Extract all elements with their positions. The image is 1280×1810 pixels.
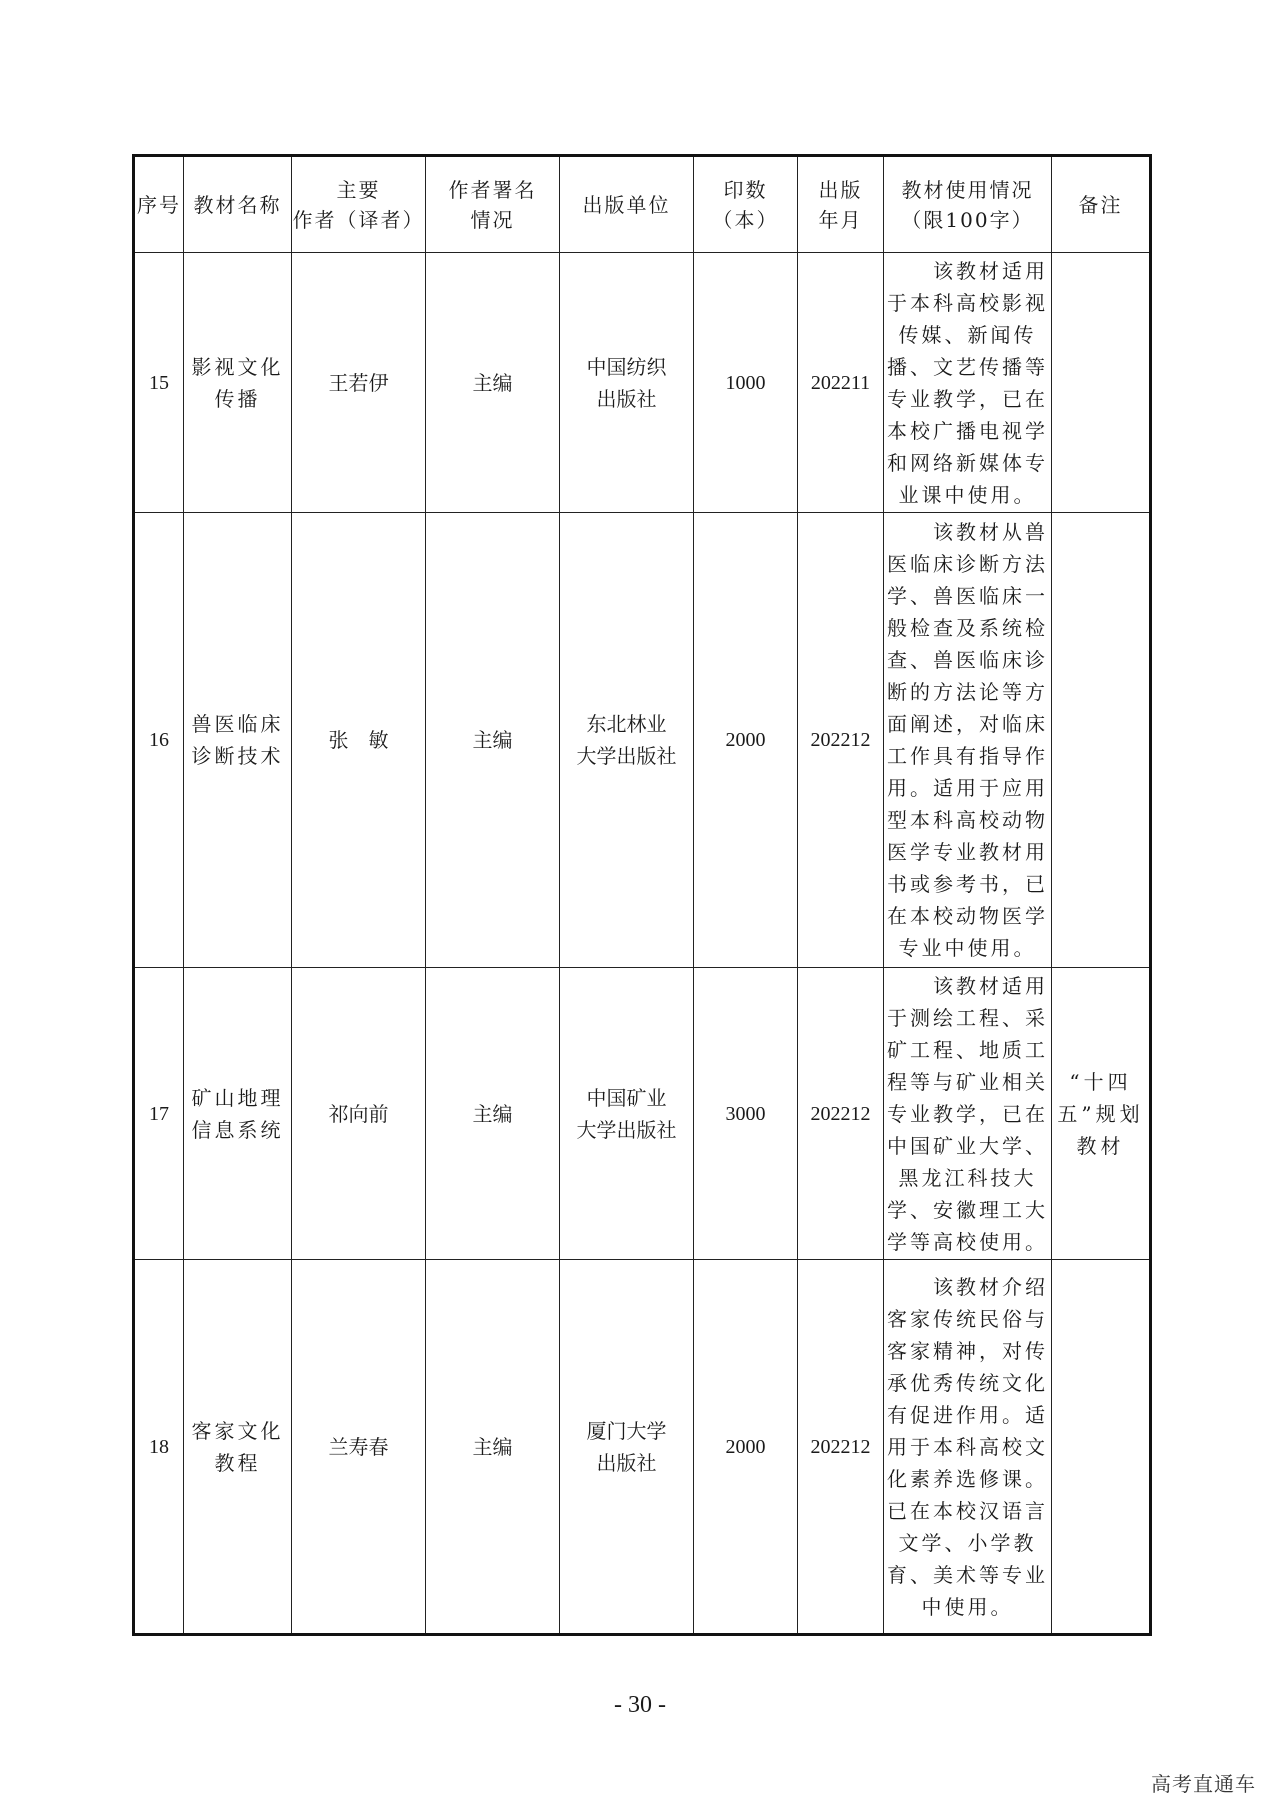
row-note <box>1052 513 1151 968</box>
row-serial: 18 <box>134 1260 184 1635</box>
row-author: 兰寿春 <box>292 1260 426 1635</box>
table-row <box>134 1260 1151 1635</box>
header-publisher: 出版单位 <box>560 156 694 253</box>
row-title: 影视文化 传播 <box>184 253 292 513</box>
row-serial: 16 <box>134 513 184 968</box>
row-author: 王若伊 <box>292 253 426 513</box>
row-publisher: 东北林业 大学出版社 <box>560 513 694 968</box>
row-copies: 2000 <box>694 513 798 968</box>
row-date: 202212 <box>798 513 884 968</box>
row-copies: 1000 <box>694 253 798 513</box>
row-note <box>1052 1260 1151 1635</box>
row-usage: 该教材从兽医临床诊断方法学、兽医临床一般检查及系统检查、兽医临床诊断的方法论等方面阐述，对临床工作具有指导作用。适用于应用型本科高校动物医学专业教材用书或参考书，已在本校动物医学专业中使用。 <box>884 513 1052 968</box>
header-usage: 教材使用情况 （限100字） <box>884 156 1052 253</box>
row-publisher: 厦门大学 出版社 <box>560 1260 694 1635</box>
row-author: 张 敏 <box>292 513 426 968</box>
textbook-table <box>132 154 1152 1636</box>
row-publisher: 中国纺织 出版社 <box>560 253 694 513</box>
table-row <box>134 253 1151 513</box>
header-author: 主要 作者（译者） <box>292 156 426 253</box>
header-serial: 序号 <box>134 156 184 253</box>
row-role: 主编 <box>426 1260 560 1635</box>
row-usage: 该教材适用于测绘工程、采矿工程、地质工程等与矿业相关专业教学，已在中国矿业大学、黑龙江科技大学、安徽理工大学等高校使用。 <box>884 968 1052 1260</box>
row-title: 矿山地理 信息系统 <box>184 968 292 1260</box>
row-date: 202212 <box>798 1260 884 1635</box>
row-title: 兽医临床 诊断技术 <box>184 513 292 968</box>
row-copies: 2000 <box>694 1260 798 1635</box>
row-publisher: 中国矿业 大学出版社 <box>560 968 694 1260</box>
table-row <box>134 513 1151 968</box>
row-role: 主编 <box>426 253 560 513</box>
row-role: 主编 <box>426 968 560 1260</box>
row-role: 主编 <box>426 513 560 968</box>
header-title: 教材名称 <box>184 156 292 253</box>
row-note <box>1052 253 1151 513</box>
table-header-row <box>134 156 1151 253</box>
header-role: 作者署名 情况 <box>426 156 560 253</box>
row-usage: 该教材适用于本科高校影视传媒、新闻传播、文艺传播等专业教学，已在本校广播电视学和网络新媒体专业课中使用。 <box>884 253 1052 513</box>
row-date: 202212 <box>798 968 884 1260</box>
header-copies: 印数 （本） <box>694 156 798 253</box>
watermark-text: 高考直通车 <box>1151 1772 1256 1796</box>
table-row <box>134 968 1151 1260</box>
page-number: - 30 - <box>614 1692 666 1718</box>
row-serial: 17 <box>134 968 184 1260</box>
header-date: 出版 年月 <box>798 156 884 253</box>
row-usage: 该教材介绍客家传统民俗与客家精神，对传承优秀传统文化有促进作用。适用于本科高校文化素养选修课。已在本校汉语言文学、小学教育、美术等专业中使用。 <box>884 1260 1052 1635</box>
row-date: 202211 <box>798 253 884 513</box>
row-author: 祁向前 <box>292 968 426 1260</box>
row-note: “十四五”规划教材 <box>1052 968 1151 1260</box>
row-serial: 15 <box>134 253 184 513</box>
row-title: 客家文化 教程 <box>184 1260 292 1635</box>
row-copies: 3000 <box>694 968 798 1260</box>
header-note: 备注 <box>1052 156 1151 253</box>
